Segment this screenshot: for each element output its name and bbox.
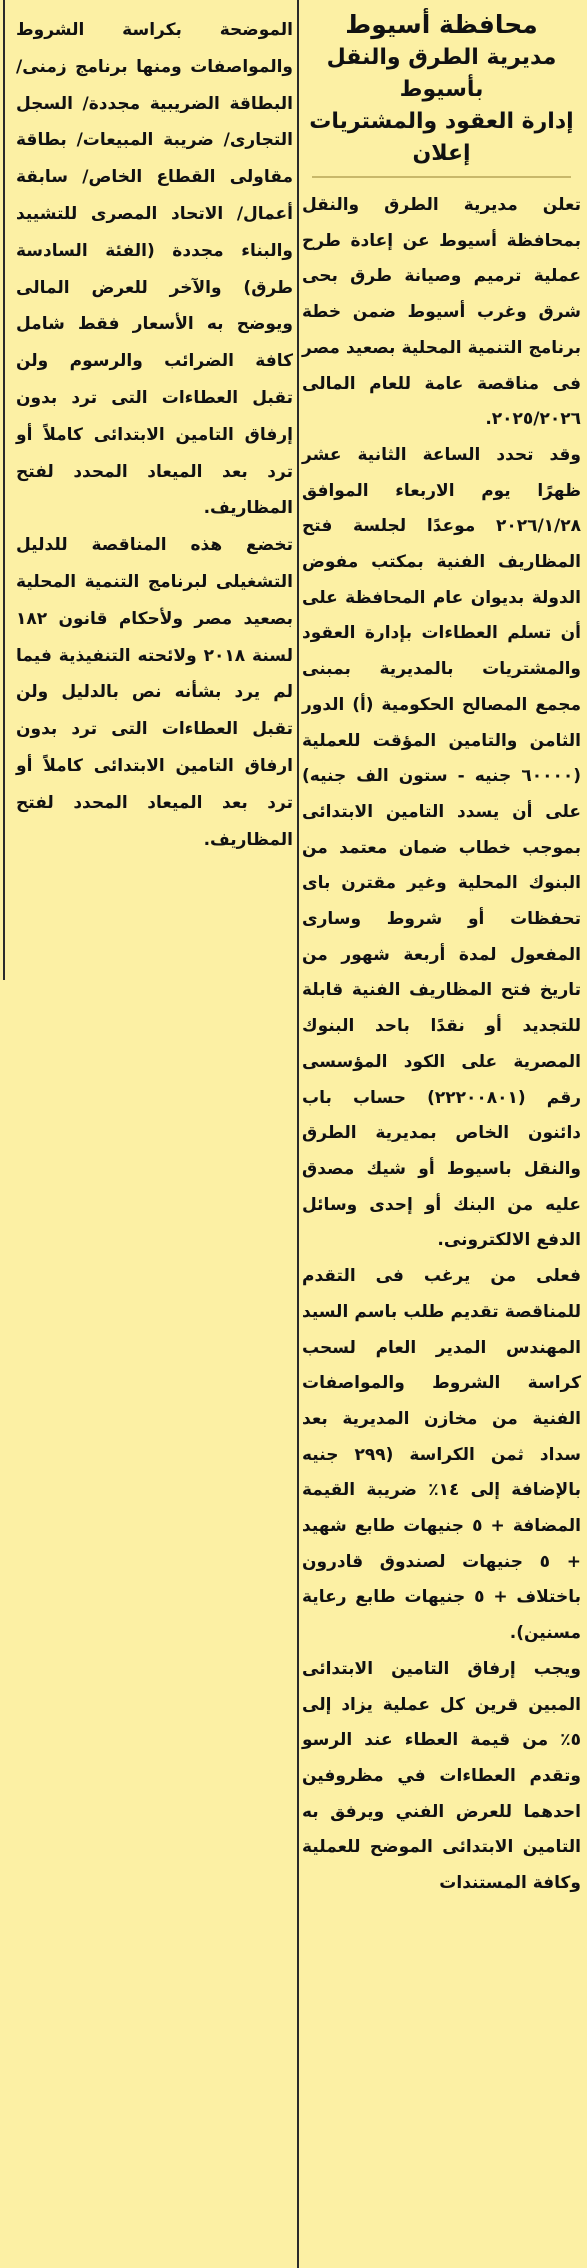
- directorate-title: مديرية الطرق والنقل بأسيوط: [326, 45, 557, 102]
- left-column: [16, 12, 293, 858]
- announcement-title: إعلان: [412, 141, 471, 166]
- governorate-title: محافظة أسيوط: [345, 10, 538, 39]
- department-title: إدارة العقود والمشتريات: [309, 109, 574, 134]
- paragraph-tender-intro: تعلن مديرية الطرق والنقل بمحافظة أسيوط عن إعادة طرح عملية ترميم وصيانة طرق بحى شرق وغرب أسيوط ضمن خطة برنامج التنمية المحلية بصعيد مصر فى مناقصة عامة للعام المالى ٢٠٢٥/٢٠٢٦.: [302, 195, 581, 430]
- paragraph-legal-framework: تخضع هذه المناقصة للدليل التشغيلى لبرنامج التنمية المحلية بصعيد مصر ولأحكام قانون ١٨٢ لسنة ٢٠١٨ ولائحته التنفيذية فيما لم يرد بشأنه نص بالدليل ولن تقبل العطاءات التى ترد بدون ارفاق التامين الابتدائى كاملاً أو ترد بعد الميعاد المحدد لفتح المظاريف.: [16, 535, 293, 850]
- paragraph-booklet-purchase: فعلى من يرغب فى التقدم للمناقصة تقديم طلب باسم السيد المهندس المدير العام لسحب كراسة الشروط والمواصفات الفنية من مخازن المديرية بعد سداد ثمن الكراسة (٢٩٩ جنيه بالإضافة إلى ١٤٪ ضريبة القيمة المضافة + ٥ جنيهات طابع شهيد + ٥ جنيهات لصندوق قادرون باختلاف + ٥ جنيهات طابع رعاية مسنين).: [302, 1266, 582, 1644]
- paragraph-required-documents: الموضحة بكراسة الشروط والمواصفات ومنها برنامج زمنى/ البطاقة الضريبية مجددة/ السجل التجارى/ ضريبة المبيعات/ بطاقة مقاولى القطاع الخاص/ سابقة أعمال/ الاتحاد المصرى للتشييد والبناء مجددة (الفئة السادسة طرق) والآخر للعرض المالى ويوضح به الأسعار فقط شامل كافة الضرائب والرسوم ولن تقبل العطاءات التى ترد بدون إرفاق التامين الابتدائى كاملاً أو ترد بعد الميعاد المحدد لفتح المظاريف.: [16, 20, 293, 519]
- header-divider: [312, 176, 571, 178]
- left-border-rule: [3, 0, 5, 980]
- paragraph-opening-session: وقد تحدد الساعة الثانية عشر ظهرًا يوم الاربعاء الموافق ٢٠٢٦/١/٢٨ موعدًا لجلسة فتح المظاريف الفنية بمكتب مفوض الدولة بديوان عام المحافظة على أن تسلم العطاءات بإدارة العقود والمشتريات بالمديرية بمبنى مجمع المصالح الحكومية (أ) الدور الثامن والتامين المؤقت للعملية (٦٠٠٠٠ جنيه - ستون الف جنيه) على أن يسدد التامين الابتدائى بموجب خطاب ضمان معتمد من البنوك المحلية وغير مقترن باى تحفظات أو شروط وسارى المفعول لمدة أربعة شهور من تاريخ فتح المظاريف الفنية قابلة للتجديد أو نقدًا باحد البنوك المصرية على الكود المؤسسى رقم (٢٢٢٠٠٨٠١) حساب باب دائنون الخاص بمديرية الطرق والنقل باسيوط أو شيك مصدق عليه من البنك أو إحدى وسائل الدفع الالكترونى.: [302, 444, 581, 1251]
- column-divider-rule: [297, 0, 299, 2268]
- right-column: [302, 8, 581, 1902]
- paragraph-guarantee-requirements: ويجب إرفاق التامين الابتدائى المبين قرين كل عملية يزاد إلى ٥٪ من قيمة العطاء عند الرسو وتقدم العطاءات في مظروفين احدهما للعرض الفني ويرفق به التامين الابتدائى الموضح للعملية وكافة المستندات: [302, 1658, 581, 1894]
